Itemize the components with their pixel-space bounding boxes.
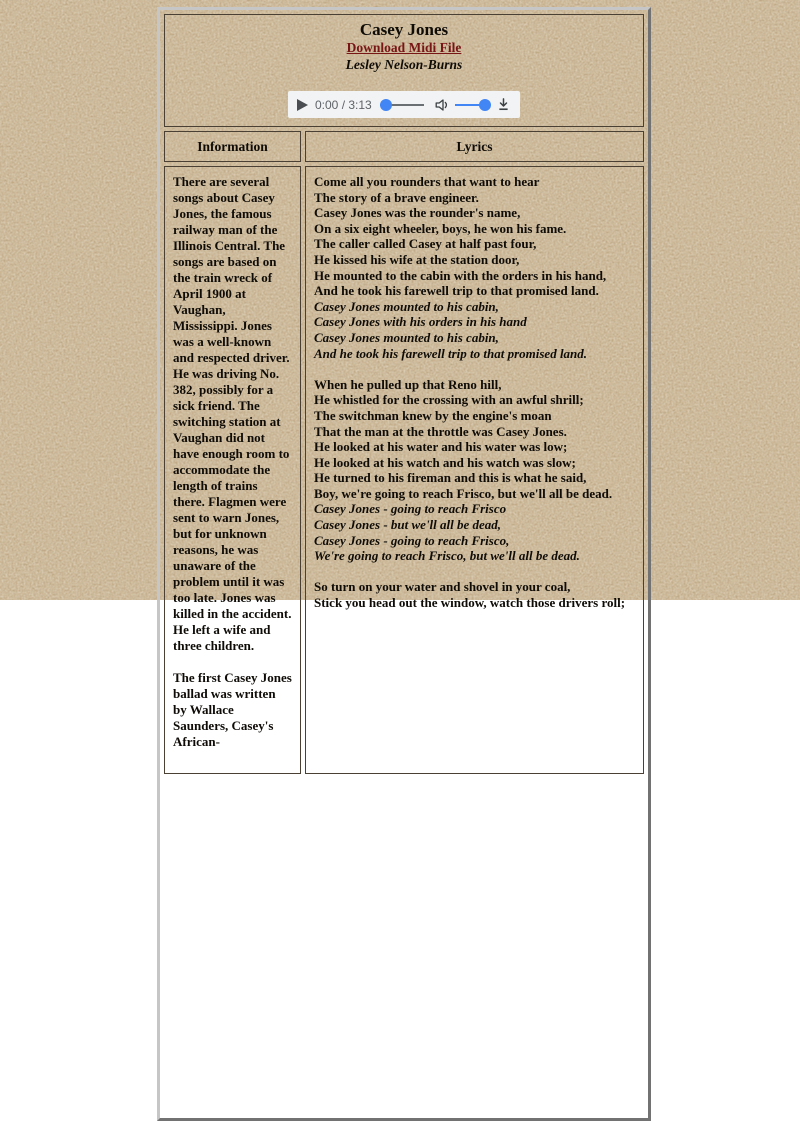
lyric-line: That the man at the throttle was Casey Jones. <box>314 423 567 439</box>
lyric-line: The caller called Casey at half past four, <box>314 236 537 252</box>
title-cell <box>164 14 644 127</box>
volume-slider[interactable] <box>455 99 487 111</box>
lyric-line: On a six eight wheeler, boys, he won his fame. <box>314 220 567 236</box>
author-name: Lesley Nelson-Burns <box>345 57 463 72</box>
information-header: Information <box>164 131 301 162</box>
play-icon[interactable] <box>297 99 308 111</box>
audio-player[interactable] <box>288 91 520 118</box>
lyric-line: Boy, we're going to reach Frisco, but we'll all be dead. <box>314 485 613 501</box>
seek-thumb[interactable] <box>380 99 392 111</box>
lyrics-cell <box>305 166 644 774</box>
lyric-line: Come all you rounders that want to hear <box>314 174 540 189</box>
lyric-line: Casey Jones was the rounder's name, <box>314 205 521 221</box>
info-paragraph: There are several songs about Casey Jones, the famous railway man of the Illinois Central. The songs are based on the train wreck of April 1900 at Vaughan, Mississippi. Jones was a well-known and respected driver. He was driving No. 382, possibly for a sick friend. The switching station at Vaughan did not have enough room to accommodate the length of trains there. Flagmen were sent to warn Jones, but for unknown reasons, he was unaware of the problem until it was too late. Jones was killed in the accident. He left a wife and three children. <box>173 174 292 653</box>
lyric-line: Casey Jones - going to reach Frisco <box>314 501 507 517</box>
lyric-line: He turned to his fireman and this is what he said, <box>314 470 587 486</box>
lyric-line: He kissed his wife at the station door, <box>314 251 520 267</box>
lyric-line: The story of a brave engineer. <box>314 189 479 205</box>
lyric-line: Casey Jones mounted to his cabin, <box>314 298 499 314</box>
lyric-line: Casey Jones with his orders in his hand <box>314 314 527 330</box>
lyric-line: Casey Jones mounted to his cabin, <box>314 329 499 345</box>
lyric-line: And he took his farewell trip to that promised land. <box>314 345 588 361</box>
lyric-line: The switchman knew by the engine's moan <box>314 407 552 423</box>
lyric-line: So turn on your water and shovel in your coal, <box>314 579 571 595</box>
lyric-line <box>314 361 635 377</box>
time-label: 0:00 / 3:13 <box>315 97 372 112</box>
lyrics-header: Lyrics <box>305 131 644 162</box>
lyric-line: When he pulled up that Reno hill, <box>314 376 502 392</box>
info-paragraph: The first Casey Jones ballad was written by Wallace Saunders, Casey's African- <box>173 670 292 749</box>
lyric-line <box>314 564 635 580</box>
lyric-line: He looked at his watch and his watch was slow; <box>314 454 576 470</box>
lyric-line: He mounted to the cabin with the orders in his hand, <box>314 267 607 283</box>
download-icon[interactable] <box>496 97 511 112</box>
download-midi-link[interactable]: Download Midi File <box>346 40 462 55</box>
lyric-line: He looked at his water and his water was low; <box>314 439 568 455</box>
volume-icon[interactable] <box>434 97 450 113</box>
page-title: Casey Jones <box>359 20 449 39</box>
lyric-line: We're going to reach Frisco, but we'll all be dead. <box>314 548 580 564</box>
lyric-line: Casey Jones - but we'll all be dead, <box>314 517 502 533</box>
lyric-line: And he took his farewell trip to that promised land. <box>314 283 599 299</box>
seek-slider[interactable] <box>380 99 425 111</box>
main-table <box>164 14 644 774</box>
page-frame <box>157 7 651 1121</box>
lyric-line: Stick you head out the window, watch those drivers roll; <box>314 595 626 611</box>
lyric-line: Casey Jones - going to reach Frisco, <box>314 532 510 548</box>
information-cell <box>164 166 301 774</box>
lyric-line: He whistled for the crossing with an awful shrill; <box>314 392 584 408</box>
volume-thumb[interactable] <box>479 99 491 111</box>
